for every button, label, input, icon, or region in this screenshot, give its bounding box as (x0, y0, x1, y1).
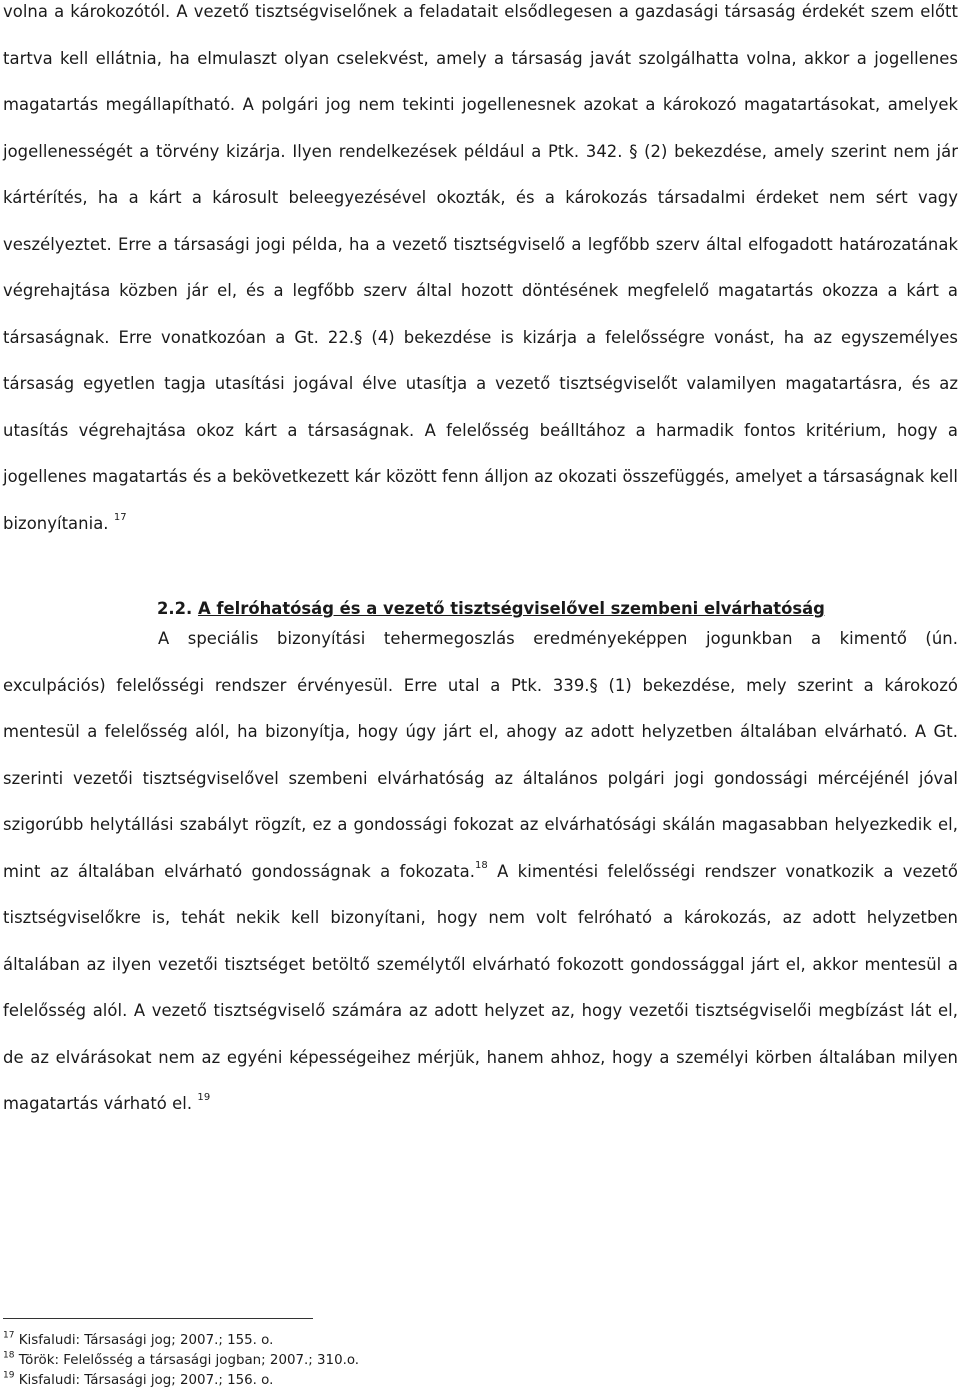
paragraph-text: A speciális bizonyítási tehermegoszlás eredményeképpen jogunkban a kimentő (ún. exculpációs) felelősségi rendszer érvényesül. Erre utal a Ptk. 339.§ (1) bekezdése, mely szerint a károkozó mentesül a felelősség alól, ha bizonyítja, hogy úgy járt el, ahogy az adott helyzetben általában elvárható. A Gt. szerinti vezetői tisztségviselővel szembeni elvárhatóság az általános polgári jogi gondossági mércéjénél jóval szigorúbb helytállási szabályt rögzít, ez a gondossági fokozat az elvárhatósági skálán magasabban helyezkedik el, mint az általában elvárható gondosságnak a fokozata. (3, 629, 958, 881)
body-paragraph (3, 0, 958, 547)
paragraph-text: A kimentési felelősségi rendszer vonatkozik a vezető tisztségviselőkre is, tehát nekik kell bizonyítani, hogy nem volt felróható a károkozás, az adott helyzetben általában az ilyen vezetői tisztséget betöltő személytől elvárható fokozott gondossággal járt el, akkor mentesül a felelősség alól. A vezető tisztségviselő számára az adott helyzet az, hogy vezetői tisztségviselői megbízást lát el, de az elvárásokat nem az egyéni képességeihez mérjük, hanem ahhoz, hogy a személyi körben általában milyen magatartás várható el. (3, 861, 958, 1113)
footnote-separator (3, 1318, 313, 1319)
footnote-text: Török: Felelősség a társasági jogban; 2007.; 310.o. (18, 1353, 360, 1368)
section-title: A felróhatóság és a vezető tisztségviselővel szembeni elvárhatóság (197, 599, 825, 618)
footnote-item (3, 1331, 359, 1351)
footnote-item (3, 1351, 359, 1371)
footnote-reference[interactable]: 18 (475, 859, 488, 871)
footnote-reference[interactable]: 17 (113, 511, 127, 523)
footnote-text: Kisfaludi: Társasági jog; 2007.; 155. o. (18, 1333, 274, 1348)
footnote-item (3, 1371, 359, 1391)
footnote-list (3, 1331, 359, 1391)
footnote-text: Kisfaludi: Társasági jog; 2007.; 156. o. (18, 1373, 274, 1388)
body-paragraph (3, 616, 958, 1128)
section-number: 2.2. (157, 599, 193, 618)
footnote-number: 18 (3, 1350, 15, 1361)
footnote-number: 19 (3, 1370, 15, 1381)
footnote-reference[interactable]: 19 (197, 1092, 211, 1103)
paragraph-text: volna a károkozótól. A vezető tisztségviselőnek a feladatait elsődlegesen a gazdasági társaság érdekét szem előtt tartva kell ellátnia, ha elmulaszt olyan cselekvést, amely a társaság javát szolgálhatta volna, akkor a jogellenes magatartás megállapítható. A polgári jog nem tekinti jogellenesnek azokat a károkozó magatartásokat, amelyek jogellenességét a törvény kizárja. Ilyen rendelkezések például a Ptk. 342. § (2) bekezdése, amely szerint nem jár kártérítés, ha a kárt a károsult beleegyezésével okozták, és a károkozás társadalmi érdeket nem sért vagy veszélyeztet. Erre a társasági jogi példa, ha a vezető tisztségviselő a legfőbb szerv által elfogadott határozatának végrehajtása közben jár el, és a legfőbb szerv által hozott döntésének megfelelő magatartás okozza a kárt a társaságnak. Erre vonatkozóan a Gt. 22.§ (4) bekezdése is kizárja a felelősségre vonást, ha az egyszemélyes társaság egyetlen tagja utasítási jogával élve utasítja a vezető tisztségviselőt valamilyen magatartásra, és az utasítás végrehajtása okoz kárt a társaságnak. A felelősség beálltához a harmadik fontos kritérium, hogy a jogellenes magatartás és a bekövetkezett kár között fenn álljon az okozati összefüggés, amelyet a társaságnak kell bizonyítania. (3, 2, 958, 533)
footnote-number: 17 (3, 1330, 15, 1341)
